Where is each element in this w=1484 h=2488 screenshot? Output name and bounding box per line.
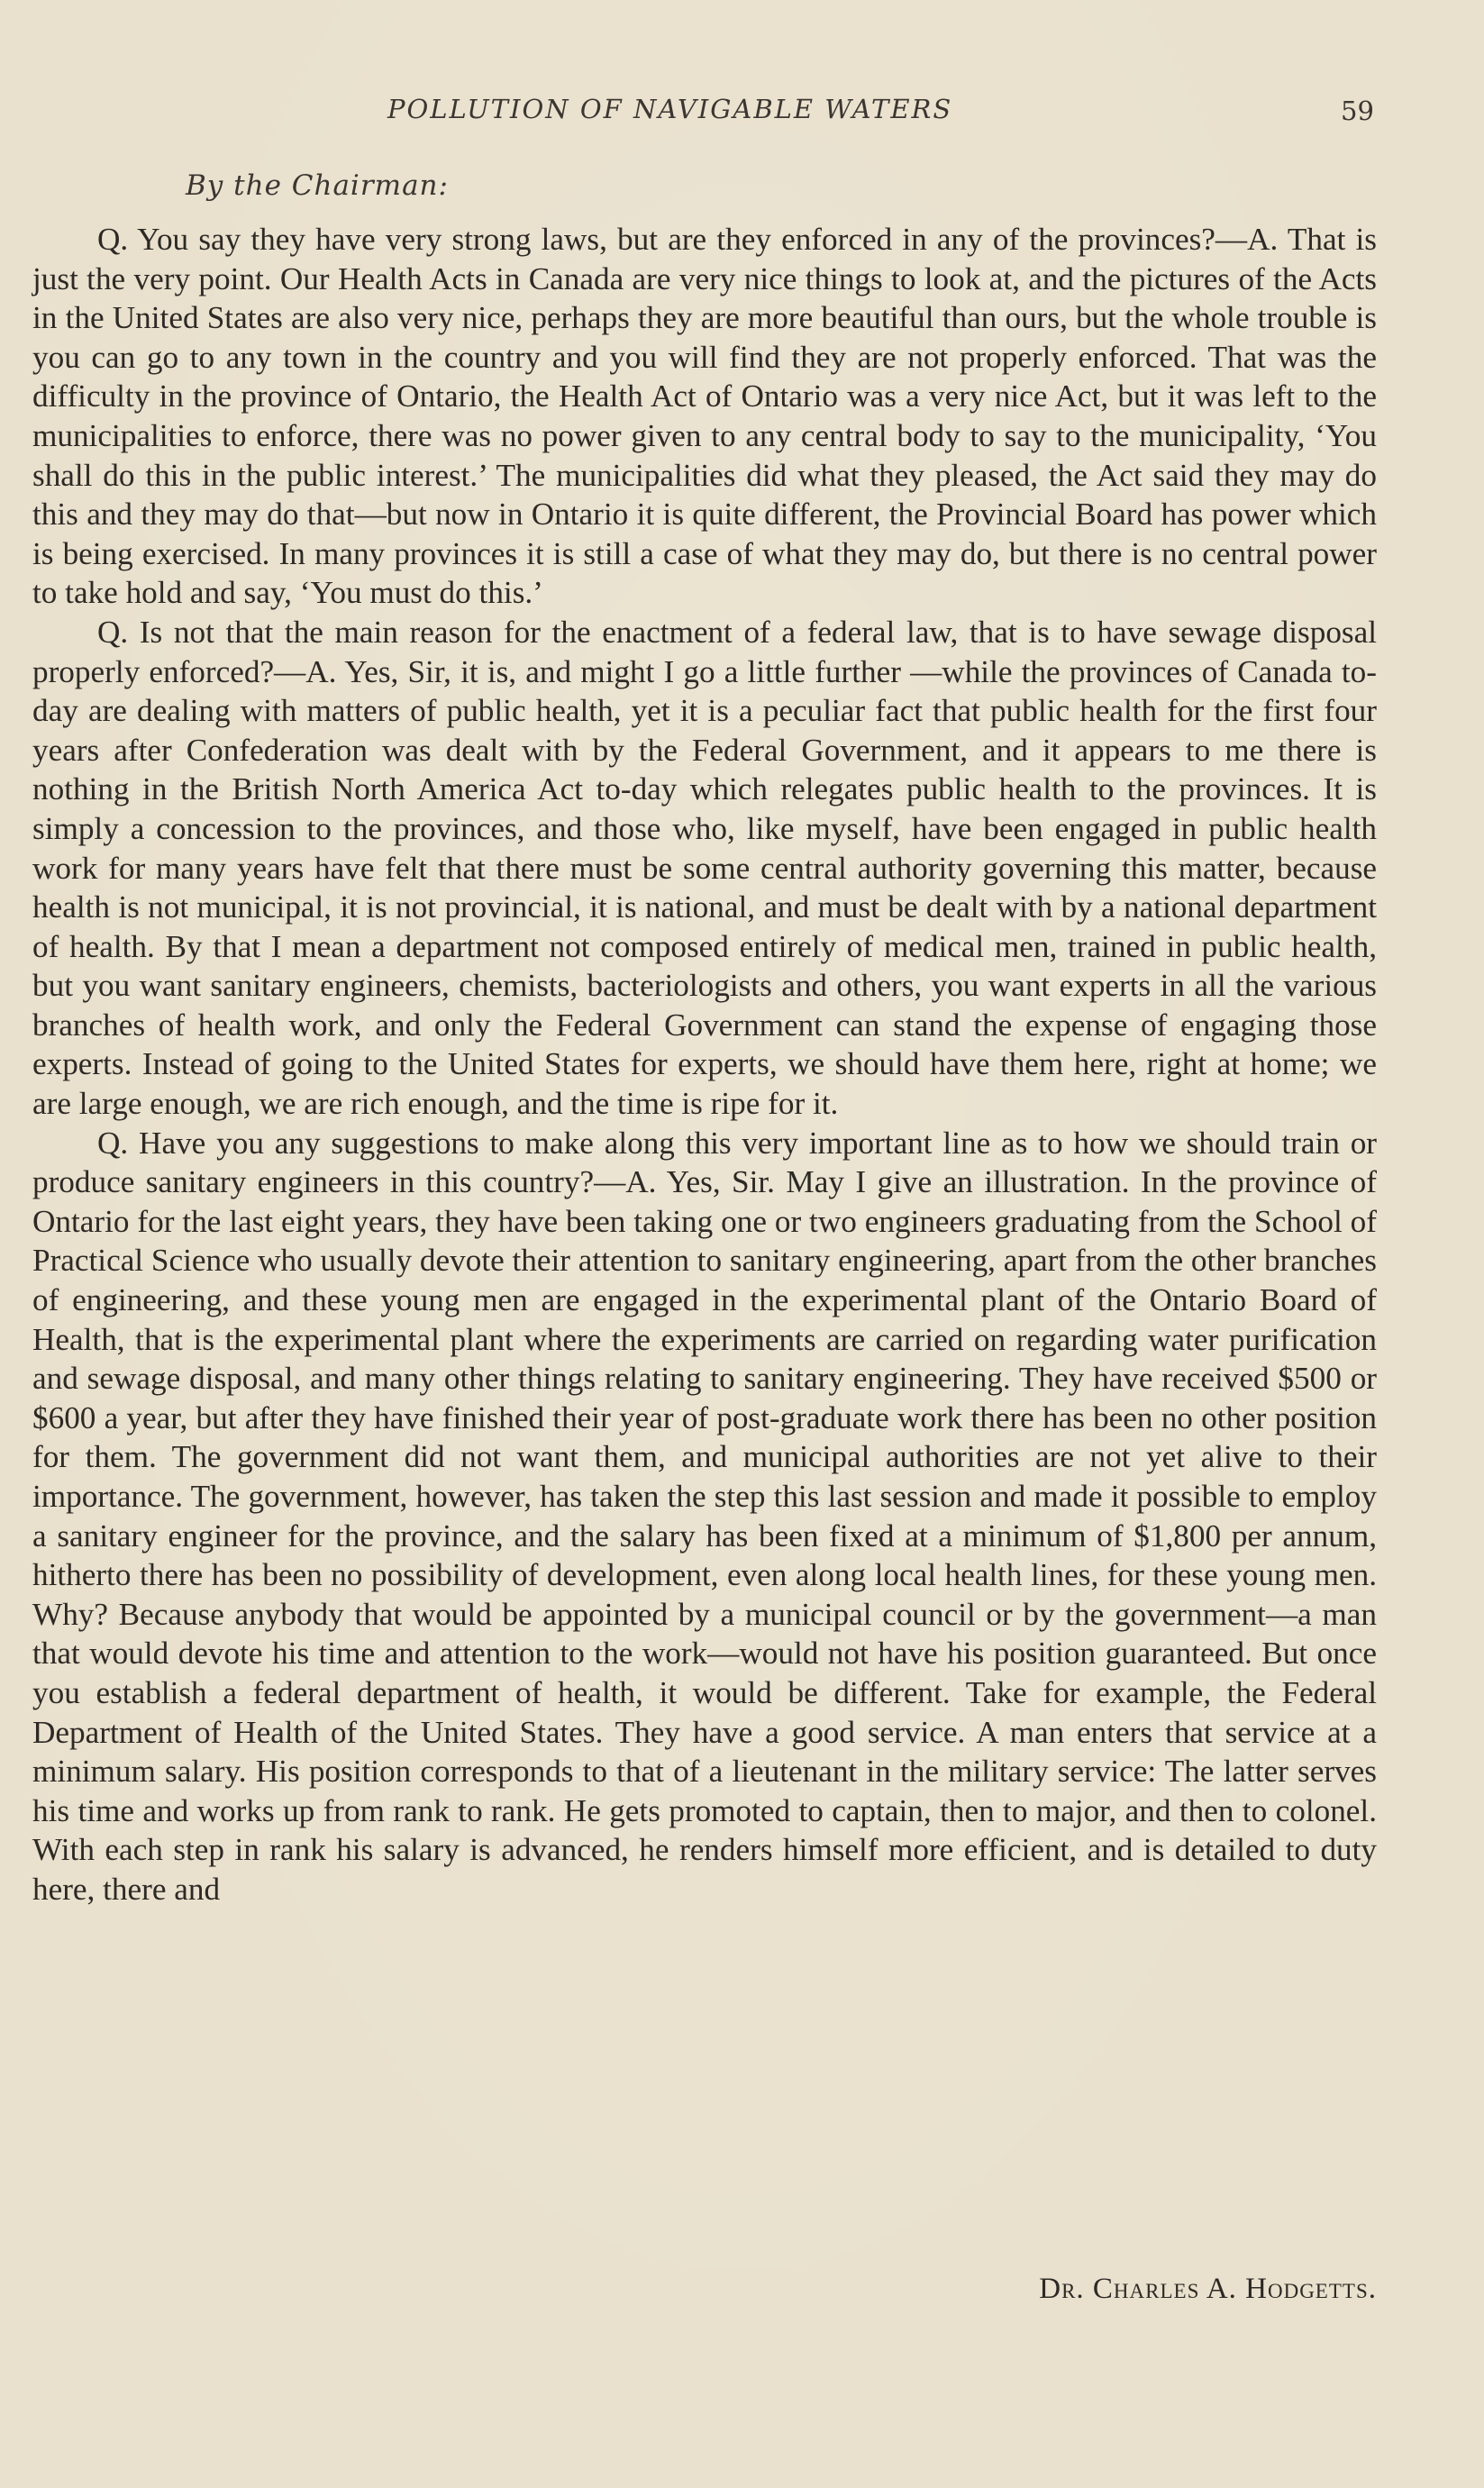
paragraph: Q. Is not that the main reason for the enactment of a federal law, that is to have sewage disposal properly enforced?—A. Yes, Sir, it is, and might I go a little further —while the provinces of Canada to-day are dealing with matters of public health, yet it is a peculiar fact that public health for the first four years after Confederation was dealt with by the Federal Government, and it appears to me there is nothing in the British North America Act to-day which relegates public health to the provinces. It is simply a concession to the provinces, and those who, like myself, have been engaged in public health work for many years have felt that there must be some central authority governing this matter, because health is not municipal, it is not provincial, it is national, and must be dealt with by a national department of health. By that I mean a department not composed entirely of medical men, trained in public health, but you want sanitary engineers, chemists, bacteriologists and others, you want experts in all the various branches of health work, and only the Federal Government can stand the expense of engaging those experts. Instead of going to the United States for experts, we should have them here, right at home; we are large enough, we are rich enough, and the time is ripe for it. [32, 614, 1377, 1122]
page-number: 59 [1341, 96, 1374, 126]
paragraph: Q. Have you any suggestions to make along this very important line as to how we should train or produce sanitary engineers in this country?—A. Yes, Sir. May I give an illustration. In the province of Ontario for the last eight years, they have been taking one or two engineers graduating from the School of Practical Science who usually devote their attention to sanitary engineering, apart from the other branches of engineering, and these young men are engaged in the experimental plant of the Ontario Board of Health, that is the experimental plant where the experiments are carried on regarding water purification and sewage disposal, and many other things relating to sanitary engineering. They have received $500 or $600 a year, but after they have finished their year of post-graduate work there has been no other position for them. The government did not want them, and municipal authorities are not yet alive to their importance. The government, however, has taken the step this last session and made it possible to employ a sanitary engineer for the province, and the salary has been fixed at a minimum of $1,800 per annum, hitherto there has been no possibility of development, even along local health lines, for these young men. Why? Because anybody that would be appointed by a municipal council or by the government—a man that would devote his time and attention to the work—would not have his position guaranteed. But once you establish a federal department of health, it would be different. Take for example, the Federal Department of Health of the United States. They have a good service. A man enters that service at a minimum salary. His position corresponds to that of a lieutenant in the military service: The latter serves his time and works up from rank to rank. He gets promoted to captain, then to major, and then to colonel. With each step in rank his salary is advanced, he renders himself more efficient, and is detailed to duty here, there and [32, 1125, 1377, 1907]
running-title: POLLUTION OF NAVIGABLE WATERS [387, 94, 953, 124]
paragraph: Q. You say they have very strong laws, but are they enforced in any of the provinces?—A. That is just the very point. Our Health Acts in Canada are very nice things to look at, and the pictures of the Acts in the United States are also very nice, perhaps they are more beautiful than ours, but the whole trouble is you can go to any town in the country and you will find they are not properly enforced. That was the difficulty in the province of Ontario, the Health Act of Ontario was a very nice Act, but it was left to the municipalities to enforce, there was no power given to any central body to say to the municipality, ‘You shall do this in the public interest.’ The municipalities did what they pleased, the Act said they may do this and they may do that—but now in Ontario it is quite different, the Provincial Board has power which is being exercised. In many provinces it is still a case of what they may do, but there is no central power to take hold and say, ‘You must do this.’ [32, 222, 1377, 611]
body-text [32, 220, 1377, 1909]
signature-line: Dr. Charles A. Hodgetts. [1039, 2273, 1377, 2305]
speaker-heading: By the Chairman: [186, 169, 449, 202]
